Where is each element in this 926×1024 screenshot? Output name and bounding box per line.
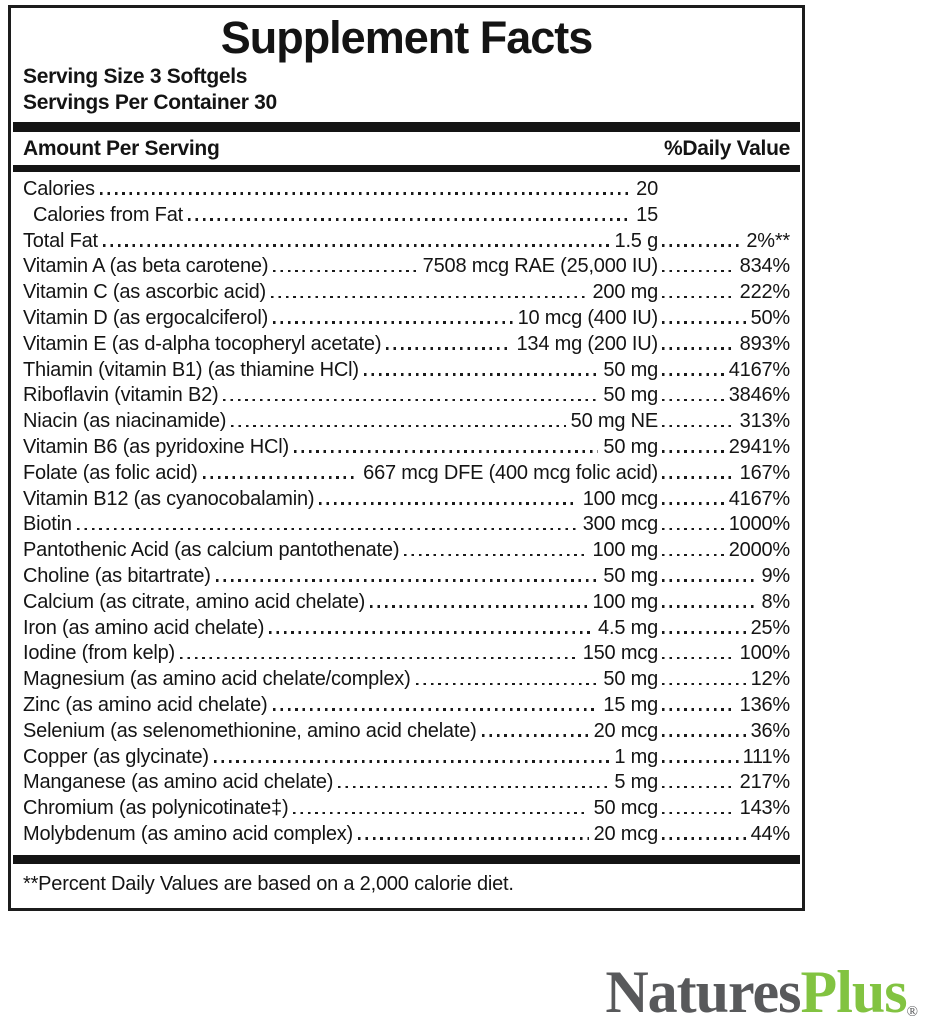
- nutrient-name: Calories: [23, 178, 95, 200]
- nutrient-amount: 134 mg (200 IU): [516, 332, 658, 355]
- brand-name-accent: Plus: [800, 959, 907, 1024]
- nutrient-daily-value: 217%: [739, 771, 790, 794]
- dot-leader: [231, 425, 565, 428]
- nutrient-row: [23, 383, 790, 409]
- nutrient-daily-value: 111%: [742, 745, 790, 768]
- dot-leader: [662, 476, 736, 479]
- dot-leader: [662, 244, 742, 247]
- nutrient-amount: 1 mg: [614, 745, 658, 768]
- nutrient-daily-value: 25%: [750, 616, 790, 639]
- dot-leader: [103, 244, 610, 247]
- servings-per-container: Servings Per Container 30: [23, 91, 277, 114]
- dot-leader: [203, 476, 359, 479]
- brand-logo: [605, 959, 918, 1024]
- nutrient-daily-value: 222%: [739, 281, 790, 304]
- registered-trademark-symbol: ®: [906, 1004, 918, 1020]
- nutrient-amount: 150 mcg: [582, 642, 658, 665]
- dot-leader: [370, 605, 587, 608]
- dot-leader: [662, 786, 736, 789]
- nutrient-name: Folate (as folic acid): [23, 461, 198, 484]
- nutrient-daily-value: 8%: [761, 590, 790, 613]
- nutrient-name: Vitamin B12 (as cyanocobalamin): [23, 487, 315, 510]
- dot-leader: [223, 399, 598, 402]
- dot-leader: [269, 631, 593, 634]
- nutrient-daily-value: 4167%: [728, 358, 790, 381]
- nutrient-daily-value: 893%: [739, 332, 790, 355]
- dot-leader: [662, 631, 747, 634]
- nutrient-amount: 15: [636, 203, 658, 226]
- nutrient-daily-value: 143%: [739, 797, 790, 820]
- nutrient-name: Pantothenic Acid (as calcium pantothenate): [23, 539, 400, 562]
- dot-leader: [180, 657, 578, 660]
- nutrient-row: [23, 332, 790, 358]
- nutrient-daily-value: 44%: [750, 822, 790, 845]
- nutrient-amount: 4.5 mg: [598, 616, 658, 639]
- nutrient-amount: 5 mg: [614, 771, 658, 794]
- nutrient-name: Iodine (from kelp): [23, 642, 176, 665]
- dot-leader: [662, 579, 757, 582]
- nutrient-amount: 50 mg: [603, 384, 658, 407]
- nutrient-row: [23, 770, 790, 796]
- nutrient-daily-value: 136%: [739, 693, 790, 716]
- nutrient-amount: 10 mcg (400 IU): [517, 306, 658, 329]
- column-header: [23, 132, 790, 165]
- dot-leader: [662, 502, 725, 505]
- nutrient-daily-value: 2941%: [728, 435, 790, 458]
- nutrient-amount: 667 mcg DFE (400 mcg folic acid): [363, 461, 658, 484]
- nutrient-amount: 50 mcg: [593, 797, 658, 820]
- nutrient-daily-value: 100%: [739, 642, 790, 665]
- dot-leader: [662, 296, 736, 299]
- nutrient-name: Biotin: [23, 513, 72, 536]
- dot-leader: [662, 399, 725, 402]
- nutrient-row: [23, 461, 790, 487]
- dot-leader: [77, 528, 578, 531]
- nutrient-daily-value: 3846%: [728, 384, 790, 407]
- nutrient-amount: 100 mg: [592, 539, 658, 562]
- nutrient-row: [23, 822, 790, 848]
- nutrient-amount: 50 mg: [603, 358, 658, 381]
- nutrient-amount: 100 mg: [592, 590, 658, 613]
- dot-leader: [662, 347, 736, 350]
- dot-leader: [358, 837, 589, 840]
- dot-leader: [662, 708, 736, 711]
- dot-leader: [662, 554, 725, 557]
- dot-leader: [662, 321, 747, 324]
- nutrient-name: Choline (as bitartrate): [23, 564, 211, 587]
- nutrient-row: [23, 203, 790, 229]
- nutrient-daily-value: 834%: [739, 255, 790, 278]
- nutrient-amount: 20 mcg: [593, 822, 658, 845]
- nutrient-name: Riboflavin (vitamin B2): [23, 384, 219, 407]
- nutrient-name: Vitamin A (as beta carotene): [23, 255, 269, 278]
- dot-leader: [404, 554, 587, 557]
- nutrient-daily-value: 50%: [750, 306, 790, 329]
- nutrient-amount: 7508 mcg RAE (25,000 IU): [422, 255, 658, 278]
- nutrient-name: Vitamin C (as ascorbic acid): [23, 281, 267, 304]
- nutrient-daily-value: 167%: [739, 461, 790, 484]
- nutrient-name: Manganese (as amino acid chelate): [23, 771, 334, 794]
- nutrient-name: Vitamin D (as ergocalciferol): [23, 306, 269, 329]
- nutrient-name: Calories from Fat: [33, 203, 183, 226]
- nutrient-row: [23, 177, 790, 203]
- nutrient-row: [23, 667, 790, 693]
- supplement-facts-panel: [8, 5, 805, 911]
- dot-leader: [273, 321, 513, 324]
- divider-medium: [13, 165, 800, 172]
- nutrient-name: Molybdenum (as amino acid complex): [23, 822, 354, 845]
- dot-leader: [662, 760, 739, 763]
- dot-leader: [271, 296, 587, 299]
- nutrient-row: [23, 590, 790, 616]
- nutrient-name: Thiamin (vitamin B1) (as thiamine HCl): [23, 358, 359, 381]
- nutrient-row: [23, 745, 790, 771]
- dot-leader: [662, 683, 747, 686]
- dot-leader: [293, 812, 588, 815]
- nutrient-row: [23, 487, 790, 513]
- nutrient-name: Copper (as glycinate): [23, 745, 209, 768]
- dot-leader: [662, 270, 736, 273]
- nutrient-row: [23, 435, 790, 461]
- dot-leader: [662, 192, 786, 195]
- dot-leader: [338, 786, 609, 789]
- nutrient-daily-value: 2000%: [728, 539, 790, 562]
- nutrient-row: [23, 616, 790, 642]
- nutrient-daily-value: 9%: [761, 564, 790, 587]
- dot-leader: [188, 218, 631, 221]
- dot-leader: [662, 450, 725, 453]
- dot-leader: [482, 734, 589, 737]
- nutrient-name: Total Fat: [23, 229, 98, 252]
- nutrient-row: [23, 512, 790, 538]
- dot-leader: [319, 502, 577, 505]
- nutrient-amount: 1.5 g: [614, 229, 658, 252]
- dot-leader: [662, 218, 786, 221]
- dot-leader: [216, 579, 599, 582]
- nutrient-name: Niacin (as niacinamide): [23, 410, 227, 433]
- nutrient-name: Zinc (as amino acid chelate): [23, 693, 268, 716]
- facts-rows: [23, 172, 790, 851]
- nutrient-amount: 200 mg: [592, 281, 658, 304]
- dot-leader: [214, 760, 609, 763]
- nutrient-row: [23, 693, 790, 719]
- nutrient-row: [23, 254, 790, 280]
- nutrient-daily-value: 36%: [750, 719, 790, 742]
- nutrient-name: Magnesium (as amino acid chelate/complex): [23, 668, 411, 691]
- nutrient-daily-value: 4167%: [728, 487, 790, 510]
- nutrient-amount: 50 mg: [603, 435, 658, 458]
- nutrient-row: [23, 280, 790, 306]
- column-header-amount: Amount Per Serving: [23, 137, 220, 160]
- nutrient-amount: 50 mg: [603, 564, 658, 587]
- nutrient-daily-value: 2%**: [746, 229, 790, 252]
- nutrient-row: [23, 796, 790, 822]
- dot-leader: [662, 373, 725, 376]
- nutrient-name: Calcium (as citrate, amino acid chelate): [23, 590, 366, 613]
- dot-leader: [662, 734, 747, 737]
- nutrient-row: [23, 409, 790, 435]
- dot-leader: [662, 812, 736, 815]
- dot-leader: [662, 425, 736, 428]
- dot-leader: [662, 657, 736, 660]
- nutrient-daily-value: 1000%: [728, 513, 790, 536]
- dot-leader: [294, 450, 598, 453]
- nutrient-name: Vitamin B6 (as pyridoxine HCl): [23, 435, 289, 458]
- dot-leader: [386, 347, 511, 350]
- divider-thick-top: [13, 122, 800, 132]
- nutrient-row: [23, 358, 790, 384]
- nutrient-daily-value: 12%: [750, 668, 790, 691]
- dot-leader: [273, 270, 417, 273]
- dot-leader: [100, 192, 631, 195]
- nutrient-name: Iron (as amino acid chelate): [23, 616, 265, 639]
- nutrient-amount: 50 mg: [603, 668, 658, 691]
- nutrient-amount: 15 mg: [603, 693, 658, 716]
- column-header-daily-value: %Daily Value: [664, 137, 790, 160]
- dot-leader: [662, 605, 757, 608]
- nutrient-amount: 20 mcg: [593, 719, 658, 742]
- nutrient-name: Chromium (as polynicotinate‡): [23, 797, 289, 820]
- nutrient-daily-value: 313%: [739, 410, 790, 433]
- nutrient-amount: 50 mg NE: [570, 410, 658, 433]
- nutrient-row: [23, 564, 790, 590]
- brand-name-primary: Natures: [605, 959, 801, 1024]
- nutrient-amount: 300 mcg: [582, 513, 658, 536]
- dot-leader: [662, 528, 725, 531]
- nutrient-row: [23, 641, 790, 667]
- divider-thick-bottom: [13, 855, 800, 864]
- dot-leader: [662, 837, 747, 840]
- nutrient-row: [23, 719, 790, 745]
- nutrient-row: [23, 538, 790, 564]
- panel-title: Supplement Facts: [220, 12, 593, 63]
- daily-value-footnote: **Percent Daily Values are based on a 2,000 calorie diet.: [23, 872, 514, 895]
- nutrient-amount: 100 mcg: [582, 487, 658, 510]
- serving-size: Serving Size 3 Softgels: [23, 65, 248, 88]
- dot-leader: [273, 708, 599, 711]
- nutrient-name: Selenium (as selenomethionine, amino acid chelate): [23, 719, 477, 742]
- nutrient-row: [23, 306, 790, 332]
- dot-leader: [364, 373, 599, 376]
- nutrient-name: Vitamin E (as d-alpha tocopheryl acetate): [23, 332, 382, 355]
- dot-leader: [416, 683, 599, 686]
- nutrient-amount: 20: [636, 178, 658, 200]
- nutrient-row: [23, 229, 790, 255]
